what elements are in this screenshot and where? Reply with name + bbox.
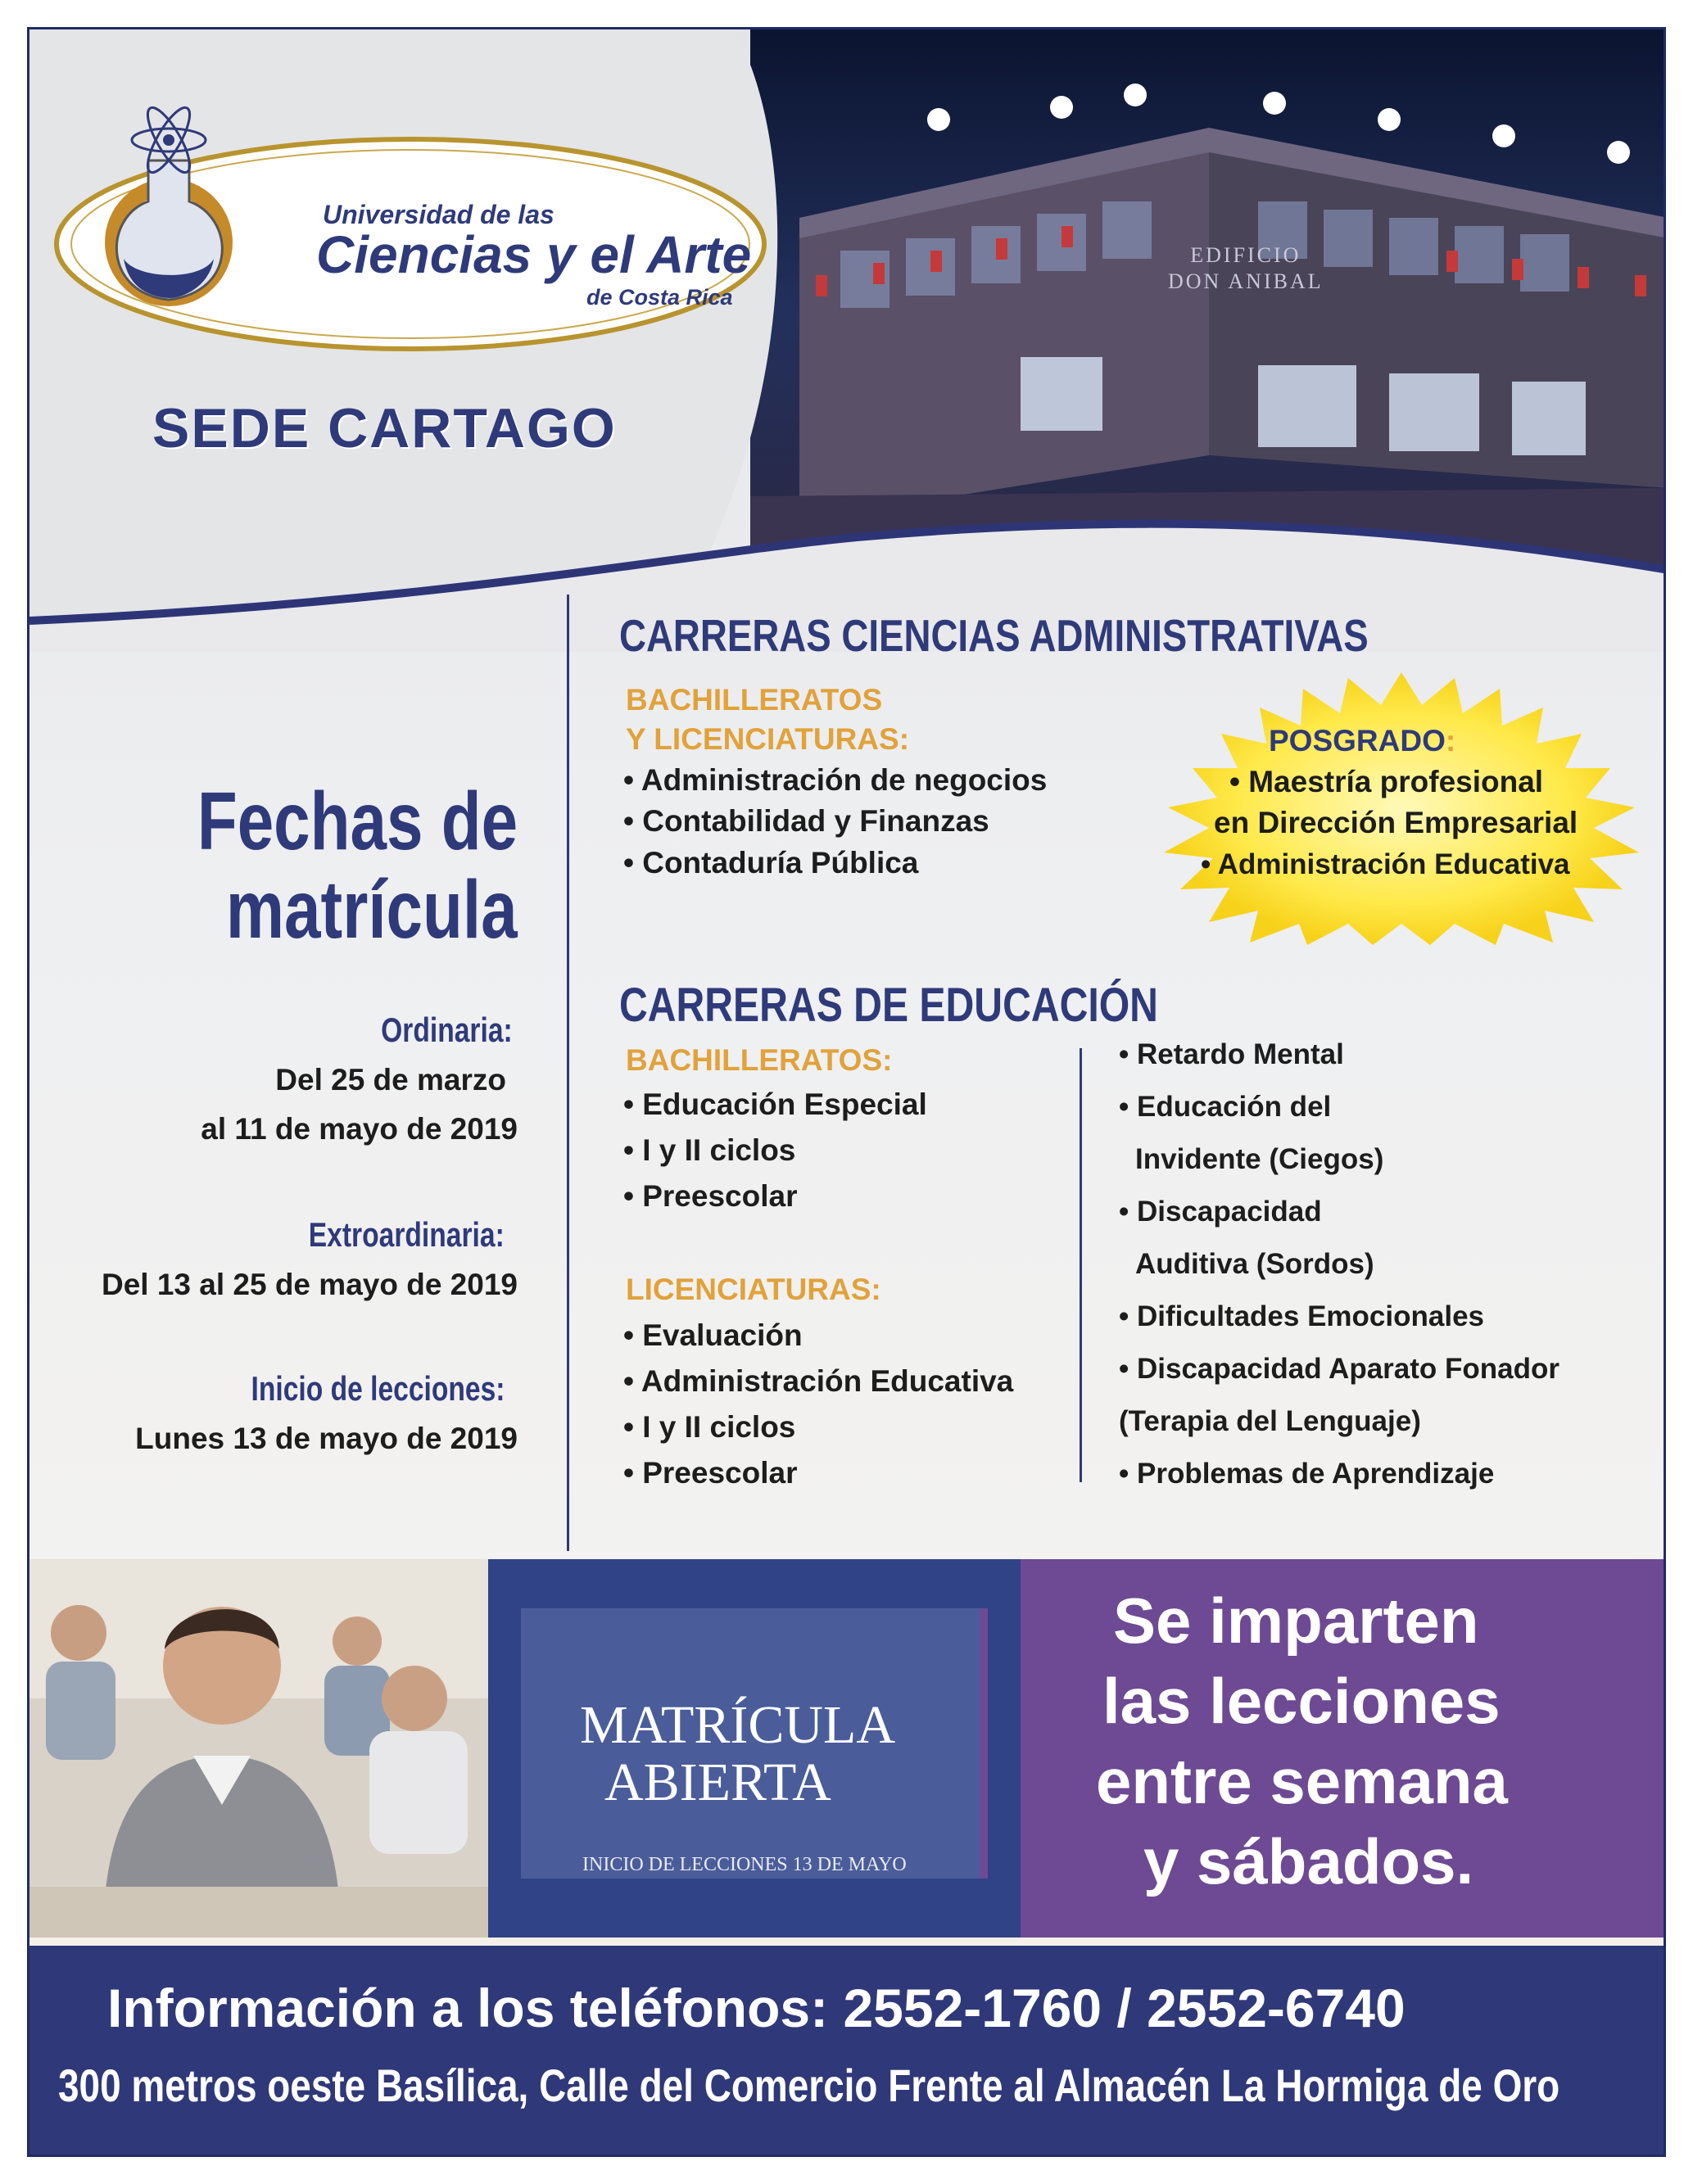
edu-lic-item-2: • Administración Educativa — [623, 1364, 1014, 1398]
logo-line1: Universidad de las — [323, 200, 555, 229]
inicio-line1: Lunes 13 de mayo de 2019 — [135, 1422, 518, 1455]
edu-right-item-6: • Dificultades Emocionales — [1119, 1300, 1484, 1332]
edu-right-item-8: (Terapia del Lenguaje) — [1119, 1405, 1421, 1437]
banner — [29, 1559, 1666, 1938]
matricula-line1: MATRÍCULA — [580, 1695, 896, 1755]
admin-item-3: • Contaduría Pública — [623, 846, 919, 879]
posgrado-label-text: POSGRADO — [1269, 724, 1446, 757]
ordinaria-label: Ordinaria: — [381, 1011, 513, 1049]
ordinaria-line1: Del 25 de marzo — [275, 1063, 506, 1097]
edu-bach-label: BACHILLERATOS: — [626, 1043, 893, 1077]
flyer — [27, 27, 1666, 2157]
extra-label: Extroardinaria: — [308, 1215, 505, 1254]
edu-right-item-4: • Discapacidad — [1119, 1196, 1322, 1228]
edu-right-item-7: • Discapacidad Aparato Fonador — [1119, 1353, 1560, 1385]
ordinaria-line2: al 11 de mayo de 2019 — [201, 1112, 518, 1146]
posgrado-label — [1269, 724, 1455, 758]
footer-address: 300 metros oeste Basílica, Calle del Comercio Frente al Almacén La Hormiga de Oro — [58, 2060, 1560, 2111]
edu-right-item-2: • Educación del — [1119, 1091, 1332, 1123]
column-divider — [567, 595, 569, 1551]
dates-title-1: Fechas de — [197, 775, 518, 867]
posgrado-item-1: • Maestría profesional — [1229, 765, 1544, 798]
footer-phones: Información a los teléfonos: 2552-1760 / 2552-6740 — [107, 1978, 1406, 2038]
edu-lic-item-1: • Evaluación — [623, 1318, 803, 1352]
logo-line2: Ciencias y el Arte — [316, 225, 752, 284]
edu-bach-item-1: • Educación Especial — [623, 1087, 927, 1121]
logo-line3: de Costa Rica — [586, 285, 733, 310]
edu-bach-item-3: • Preescolar — [623, 1179, 798, 1213]
footer — [29, 1946, 1666, 2157]
building-sign-line2: DON ANIBAL — [1168, 269, 1324, 293]
edu-right-item-3: Invidente (Ciegos) — [1135, 1143, 1384, 1175]
posgrado-item-3: • Administración Educativa — [1201, 848, 1570, 880]
admin-item-1: • Administración de negocios — [623, 763, 1048, 797]
education-title: CARRERAS DE EDUCACIÓN — [619, 979, 1158, 1032]
admin-bach-label-2: Y LICENCIATURAS: — [626, 722, 910, 756]
edu-divider — [1080, 1048, 1082, 1482]
edu-right-item-5: Auditiva (Sordos) — [1135, 1248, 1374, 1280]
sede-title: SEDE CARTAGO — [152, 397, 617, 459]
edu-right-item-9: • Problemas de Aprendizaje — [1119, 1458, 1495, 1490]
edu-bach-item-2: • I y II ciclos — [623, 1133, 796, 1167]
edu-lic-label: LICENCIATURAS: — [626, 1273, 881, 1306]
posgrado-colon: : — [1445, 724, 1456, 757]
admin-item-2: • Contabilidad y Finanzas — [623, 804, 989, 838]
admin-title: CARRERAS CIENCIAS ADMINISTRATIVAS — [619, 610, 1369, 661]
matricula-line2: ABIERTA — [604, 1752, 831, 1812]
matricula-panel — [488, 1559, 1021, 1938]
edu-right-item-1: • Retardo Mental — [1119, 1038, 1344, 1070]
students-photo — [29, 1559, 488, 1938]
inicio-label: Inicio de lecciones: — [251, 1369, 505, 1408]
university-logo — [46, 103, 791, 357]
edu-lic-item-4: • Preescolar — [623, 1456, 798, 1490]
posgrado-item-2: en Dirección Empresarial — [1214, 806, 1578, 839]
message-line1: Se imparten — [1113, 1585, 1479, 1657]
admin-bach-label-1: BACHILLERATOS — [626, 683, 883, 717]
extra-line1: Del 13 al 25 de mayo de 2019 — [101, 1268, 518, 1301]
message-line4: y sábados. — [1143, 1825, 1474, 1897]
matricula-inicio: INICIO DE LECCIONES 13 DE MAYO — [582, 1854, 907, 1875]
message-panel — [1021, 1559, 1666, 1938]
message-line3: entre semana — [1096, 1745, 1508, 1817]
edu-lic-item-3: • I y II ciclos — [623, 1410, 796, 1444]
building-sign-line1: EDIFICIO — [1190, 243, 1301, 267]
dates-title-2: matrícula — [226, 864, 518, 956]
message-line2: las lecciones — [1102, 1665, 1501, 1737]
